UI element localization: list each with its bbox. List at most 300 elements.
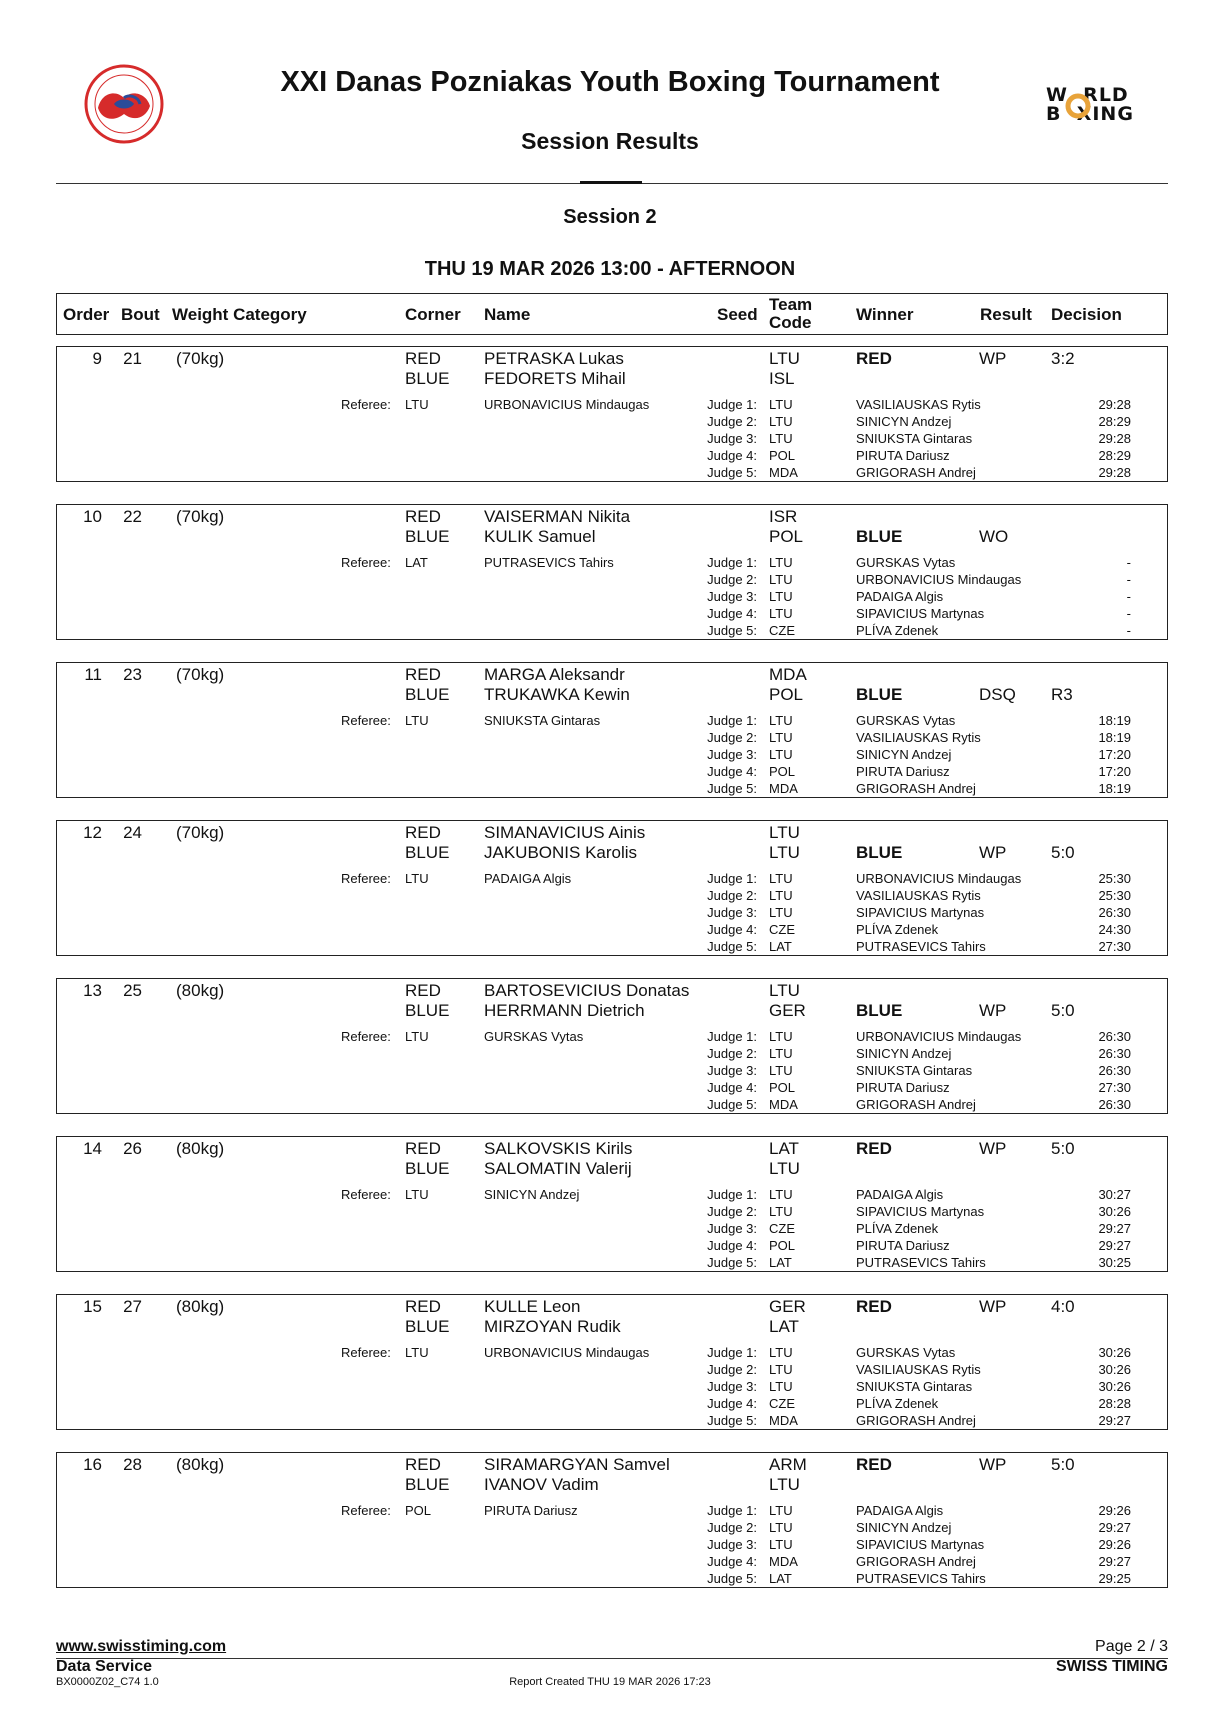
judge-score: 24:30 xyxy=(1098,922,1131,937)
judge-score: 26:30 xyxy=(1098,1046,1131,1061)
judge-score: 17:20 xyxy=(1098,747,1131,762)
judge-name: SIPAVICIUS Martynas xyxy=(856,1204,985,1219)
judge-label: Judge 2: xyxy=(707,1362,757,1377)
judge-label: Judge 1: xyxy=(707,713,757,728)
judge-label: Judge 2: xyxy=(707,1204,757,1219)
corner-red: RED xyxy=(405,1297,441,1316)
corner-blue: BLUE xyxy=(405,369,450,388)
referee-name: URBONAVICIUS Mindaugas xyxy=(484,397,650,412)
referee-label: Referee: xyxy=(341,1187,391,1202)
judge-score: 30:26 xyxy=(1098,1362,1131,1377)
boxer-blue-name: IVANOV Vadim xyxy=(484,1475,599,1494)
judge-score: 29:28 xyxy=(1098,397,1131,412)
col-name: Name xyxy=(484,305,531,324)
judge-name: SINICYN Andzej xyxy=(856,1520,952,1535)
judge-score: 30:26 xyxy=(1098,1345,1131,1360)
col-bout: Bout xyxy=(121,305,160,324)
judge-name: PUTRASEVICS Tahirs xyxy=(856,1571,986,1586)
judge-score: 30:26 xyxy=(1098,1379,1131,1394)
bout-decision: 5:0 xyxy=(1051,1455,1075,1474)
judge-country: LTU xyxy=(769,730,793,745)
judge-country: LTU xyxy=(769,1362,793,1377)
judge-name: GRIGORASH Andrej xyxy=(856,781,976,796)
judge-country: MDA xyxy=(769,781,798,796)
weight-category: (70kg) xyxy=(176,507,225,526)
judge-label: Judge 3: xyxy=(707,589,757,604)
judge-label: Judge 2: xyxy=(707,1046,757,1061)
boxer-blue-name: JAKUBONIS Karolis xyxy=(484,843,638,862)
judge-label: Judge 3: xyxy=(707,1221,757,1236)
boxer-blue-name: FEDORETS Mihail xyxy=(484,369,626,388)
bout-decision: R3 xyxy=(1051,685,1073,704)
judge-country: POL xyxy=(769,764,796,779)
judge-country: LTU xyxy=(769,572,793,587)
judge-name: GRIGORASH Andrej xyxy=(856,1554,976,1569)
judge-label: Judge 3: xyxy=(707,905,757,920)
judge-name: SNIUKSTA Gintaras xyxy=(856,1063,973,1078)
judge-country: LTU xyxy=(769,1063,793,1078)
col-team-code xyxy=(769,296,812,332)
judge-country: LTU xyxy=(769,555,793,570)
judge-name: PUTRASEVICS Tahirs xyxy=(856,1255,986,1270)
judge-score: - xyxy=(1126,589,1131,604)
world-boxing-logo-line1: W RLD xyxy=(1046,84,1129,106)
boxer-blue-team: ISL xyxy=(769,369,795,388)
judge-country: LAT xyxy=(769,1255,792,1270)
bout-order: 14 xyxy=(83,1139,102,1158)
judge-label: Judge 5: xyxy=(707,781,757,796)
judge-label: Judge 5: xyxy=(707,1571,757,1586)
judge-score: 18:19 xyxy=(1098,730,1131,745)
bout-order: 10 xyxy=(83,507,102,526)
boxer-red-name: SALKOVSKIS Kirils xyxy=(484,1139,633,1158)
judge-country: LTU xyxy=(769,397,793,412)
bout-number: 24 xyxy=(123,823,142,842)
weight-category: (70kg) xyxy=(176,823,225,842)
judge-country: LTU xyxy=(769,1345,793,1360)
judge-score: 28:29 xyxy=(1098,414,1131,429)
referee-name: SINICYN Andzej xyxy=(484,1187,580,1202)
weight-category: (70kg) xyxy=(176,665,225,684)
judge-name: PIRUTA Dariusz xyxy=(856,448,950,463)
col-corner: Corner xyxy=(405,305,461,324)
footer-divider xyxy=(56,1658,1168,1659)
judge-label: Judge 4: xyxy=(707,1554,757,1569)
referee-label: Referee: xyxy=(341,713,391,728)
boxer-red-team: ISR xyxy=(769,507,798,526)
col-decision: Decision xyxy=(1051,305,1122,324)
judge-label: Judge 5: xyxy=(707,1097,757,1112)
judge-name: GURSKAS Vytas xyxy=(856,1345,956,1360)
bout-winner: RED xyxy=(856,1139,892,1158)
judge-name: VASILIAUSKAS Rytis xyxy=(856,888,981,903)
bout-block xyxy=(56,1294,1168,1430)
boxer-red-team: MDA xyxy=(769,665,807,684)
bout-block xyxy=(56,978,1168,1114)
weight-category: (80kg) xyxy=(176,1455,225,1474)
judge-name: SNIUKSTA Gintaras xyxy=(856,431,973,446)
judge-label: Judge 3: xyxy=(707,431,757,446)
judge-name: PUTRASEVICS Tahirs xyxy=(856,939,986,954)
judge-label: Judge 2: xyxy=(707,414,757,429)
judge-label: Judge 1: xyxy=(707,1503,757,1518)
judge-label: Judge 1: xyxy=(707,1187,757,1202)
judge-country: MDA xyxy=(769,1413,798,1428)
judge-country: LAT xyxy=(769,939,792,954)
col-weight-category: Weight Category xyxy=(172,305,307,324)
boxer-blue-team: LTU xyxy=(769,1475,800,1494)
corner-red: RED xyxy=(405,665,441,684)
judge-score: - xyxy=(1126,555,1131,570)
corner-red: RED xyxy=(405,1455,441,1474)
judge-label: Judge 1: xyxy=(707,1029,757,1044)
bout-result: WP xyxy=(979,1139,1007,1158)
judge-score: 17:20 xyxy=(1098,764,1131,779)
judge-country: LTU xyxy=(769,1187,793,1202)
corner-blue: BLUE xyxy=(405,1001,450,1020)
boxer-red-name: BARTOSEVICIUS Donatas xyxy=(484,981,690,1000)
footer-report-code: BX0000Z02_C74 1.0 xyxy=(56,1676,159,1688)
corner-red: RED xyxy=(405,1139,441,1158)
judge-country: LTU xyxy=(769,888,793,903)
referee-name: PADAIGA Algis xyxy=(484,871,572,886)
judge-name: PADAIGA Algis xyxy=(856,589,944,604)
referee-name: PIRUTA Dariusz xyxy=(484,1503,578,1518)
corner-blue: BLUE xyxy=(405,527,450,546)
boxer-blue-name: MIRZOYAN Rudik xyxy=(484,1317,621,1336)
judge-name: PIRUTA Dariusz xyxy=(856,1238,950,1253)
bout-winner: BLUE xyxy=(856,685,903,704)
referee-name: GURSKAS Vytas xyxy=(484,1029,584,1044)
judge-score: 25:30 xyxy=(1098,871,1131,886)
referee-name: PUTRASEVICS Tahirs xyxy=(484,555,614,570)
footer-data-service: Data Service xyxy=(56,1658,153,1675)
judge-name: GURSKAS Vytas xyxy=(856,555,956,570)
referee-label: Referee: xyxy=(341,397,391,412)
bout-decision: 4:0 xyxy=(1051,1297,1075,1316)
bout-block xyxy=(56,662,1168,798)
table-header xyxy=(56,293,1168,335)
bout-winner: BLUE xyxy=(856,527,903,546)
judge-score: 26:30 xyxy=(1098,1063,1131,1078)
boxer-blue-team: POL xyxy=(769,685,804,704)
bout-order: 12 xyxy=(83,823,102,842)
judge-name: GRIGORASH Andrej xyxy=(856,1413,976,1428)
judge-score: 29:26 xyxy=(1098,1537,1131,1552)
referee-name: URBONAVICIUS Mindaugas xyxy=(484,1345,650,1360)
footer-brand: SWISS TIMING xyxy=(1056,1658,1168,1675)
boxer-blue-team: GER xyxy=(769,1001,806,1020)
bout-winner: BLUE xyxy=(856,843,903,862)
bout-block xyxy=(56,504,1168,640)
judge-score: 29:27 xyxy=(1098,1520,1131,1535)
referee-country: LAT xyxy=(405,555,428,570)
judge-label: Judge 4: xyxy=(707,1238,757,1253)
boxer-red-name: SIRAMARGYAN Samvel xyxy=(484,1455,670,1474)
judge-score: 25:30 xyxy=(1098,888,1131,903)
boxer-blue-team: POL xyxy=(769,527,804,546)
judge-score: 29:25 xyxy=(1098,1571,1131,1586)
judge-country: POL xyxy=(769,1080,796,1095)
judge-country: LTU xyxy=(769,713,793,728)
judge-name: PLÍVA Zdenek xyxy=(856,623,939,638)
corner-blue: BLUE xyxy=(405,1317,450,1336)
bout-winner: BLUE xyxy=(856,1001,903,1020)
bout-order: 13 xyxy=(83,981,102,1000)
judge-label: Judge 1: xyxy=(707,555,757,570)
judge-score: 29:27 xyxy=(1098,1554,1131,1569)
judge-label: Judge 4: xyxy=(707,1396,757,1411)
judge-score: 28:28 xyxy=(1098,1396,1131,1411)
bout-result: WP xyxy=(979,1297,1007,1316)
judge-label: Judge 4: xyxy=(707,922,757,937)
judge-name: URBONAVICIUS Mindaugas xyxy=(856,1029,1022,1044)
page-title: XXI Danas Pozniakas Youth Boxing Tournament xyxy=(280,66,940,98)
boxer-blue-name: HERRMANN Dietrich xyxy=(484,1001,645,1020)
weight-category: (80kg) xyxy=(176,981,225,1000)
bout-result: WP xyxy=(979,1455,1007,1474)
judge-score: 29:28 xyxy=(1098,431,1131,446)
judge-label: Judge 1: xyxy=(707,1345,757,1360)
judge-name: SINICYN Andzej xyxy=(856,1046,952,1061)
judge-score: 27:30 xyxy=(1098,939,1131,954)
judge-name: GRIGORASH Andrej xyxy=(856,1097,976,1112)
judge-country: MDA xyxy=(769,465,798,480)
boxer-red-name: SIMANAVICIUS Ainis xyxy=(484,823,646,842)
corner-red: RED xyxy=(405,507,441,526)
corner-red: RED xyxy=(405,981,441,1000)
weight-category: (70kg) xyxy=(176,349,225,368)
bout-result: WP xyxy=(979,349,1007,368)
col-result: Result xyxy=(980,305,1032,324)
judge-country: CZE xyxy=(769,1396,795,1411)
referee-country: LTU xyxy=(405,397,429,412)
judge-score: - xyxy=(1126,572,1131,587)
judge-label: Judge 4: xyxy=(707,606,757,621)
bout-number: 21 xyxy=(123,349,142,368)
bout-decision: 5:0 xyxy=(1051,1139,1075,1158)
corner-blue: BLUE xyxy=(405,1475,450,1494)
footer-page-number: Page 2 / 3 xyxy=(1095,1638,1168,1655)
session-datetime: THU 19 MAR 2026 13:00 - AFTERNOON xyxy=(424,258,796,280)
judge-country: CZE xyxy=(769,623,795,638)
judge-country: CZE xyxy=(769,1221,795,1236)
judge-name: GRIGORASH Andrej xyxy=(856,465,976,480)
judge-score: 29:27 xyxy=(1098,1413,1131,1428)
judge-name: SINICYN Andzej xyxy=(856,747,952,762)
referee-country: LTU xyxy=(405,871,429,886)
judge-name: URBONAVICIUS Mindaugas xyxy=(856,871,1022,886)
judge-name: PLÍVA Zdenek xyxy=(856,1396,939,1411)
footer-website-link[interactable]: www.swisstiming.com xyxy=(56,1638,227,1655)
judge-country: LTU xyxy=(769,747,793,762)
judge-score: 18:19 xyxy=(1098,713,1131,728)
bout-result: WO xyxy=(979,527,1009,546)
judge-name: PIRUTA Dariusz xyxy=(856,1080,950,1095)
judge-name: VASILIAUSKAS Rytis xyxy=(856,730,981,745)
boxer-blue-team: LTU xyxy=(769,1159,800,1178)
judge-score: - xyxy=(1126,623,1131,638)
boxer-red-team: LTU xyxy=(769,349,800,368)
bout-winner: RED xyxy=(856,1297,892,1316)
bout-result: DSQ xyxy=(979,685,1016,704)
judge-label: Judge 2: xyxy=(707,572,757,587)
judge-score: 18:19 xyxy=(1098,781,1131,796)
judge-name: SINICYN Andzej xyxy=(856,414,952,429)
col-seed: Seed xyxy=(717,305,758,324)
judge-country: LTU xyxy=(769,1046,793,1061)
judge-name: PIRUTA Dariusz xyxy=(856,764,950,779)
boxer-blue-name: SALOMATIN Valerij xyxy=(484,1159,632,1178)
referee-label: Referee: xyxy=(341,1029,391,1044)
bout-number: 27 xyxy=(123,1297,142,1316)
judge-label: Judge 1: xyxy=(707,871,757,886)
judge-country: LAT xyxy=(769,1571,792,1586)
referee-country: LTU xyxy=(405,1187,429,1202)
world-boxing-logo-line2: B XING xyxy=(1046,103,1134,125)
bout-decision: 5:0 xyxy=(1051,843,1075,862)
bout-result: WP xyxy=(979,1001,1007,1020)
bout-number: 23 xyxy=(123,665,142,684)
judge-label: Judge 2: xyxy=(707,1520,757,1535)
judge-name: SIPAVICIUS Martynas xyxy=(856,1537,985,1552)
referee-label: Referee: xyxy=(341,1503,391,1518)
judge-name: SNIUKSTA Gintaras xyxy=(856,1379,973,1394)
bout-order: 16 xyxy=(83,1455,102,1474)
judge-name: VASILIAUSKAS Rytis xyxy=(856,1362,981,1377)
judge-label: Judge 3: xyxy=(707,747,757,762)
judge-name: GURSKAS Vytas xyxy=(856,713,956,728)
weight-category: (80kg) xyxy=(176,1297,225,1316)
judge-score: 26:30 xyxy=(1098,1029,1131,1044)
boxer-red-team: LTU xyxy=(769,823,800,842)
judge-label: Judge 4: xyxy=(707,448,757,463)
judge-label: Judge 3: xyxy=(707,1537,757,1552)
boxer-blue-team: LTU xyxy=(769,843,800,862)
judge-country: LTU xyxy=(769,606,793,621)
bout-number: 28 xyxy=(123,1455,142,1474)
judge-score: 27:30 xyxy=(1098,1080,1131,1095)
bout-block xyxy=(56,1136,1168,1272)
corner-blue: BLUE xyxy=(405,843,450,862)
federation-logo-text xyxy=(0,0,1,1)
judge-score: 29:28 xyxy=(1098,465,1131,480)
bout-block xyxy=(56,346,1168,482)
judge-country: LTU xyxy=(769,1503,793,1518)
judge-country: LTU xyxy=(769,431,793,446)
boxer-blue-team: LAT xyxy=(769,1317,799,1336)
judge-label: Judge 1: xyxy=(707,397,757,412)
judge-label: Judge 5: xyxy=(707,623,757,638)
judge-score: 30:26 xyxy=(1098,1204,1131,1219)
referee-name: SNIUKSTA Gintaras xyxy=(484,713,601,728)
judge-country: LTU xyxy=(769,871,793,886)
judge-name: SIPAVICIUS Martynas xyxy=(856,606,985,621)
referee-country: POL xyxy=(405,1503,432,1518)
bout-block xyxy=(56,820,1168,956)
header-divider-accent xyxy=(580,181,642,184)
boxer-red-team: LAT xyxy=(769,1139,799,1158)
judge-name: URBONAVICIUS Mindaugas xyxy=(856,572,1022,587)
judge-country: LTU xyxy=(769,1379,793,1394)
judge-label: Judge 5: xyxy=(707,939,757,954)
judge-country: LTU xyxy=(769,1520,793,1535)
judge-name: PADAIGA Algis xyxy=(856,1503,944,1518)
col-order: Order xyxy=(63,305,110,324)
judge-country: LTU xyxy=(769,1537,793,1552)
judge-label: Judge 3: xyxy=(707,1063,757,1078)
judge-name: PLÍVA Zdenek xyxy=(856,922,939,937)
judge-country: MDA xyxy=(769,1554,798,1569)
judge-country: LTU xyxy=(769,589,793,604)
judge-label: Judge 4: xyxy=(707,764,757,779)
bout-result: WP xyxy=(979,843,1007,862)
judge-score: 28:29 xyxy=(1098,448,1131,463)
bout-order: 11 xyxy=(84,665,102,684)
bout-number: 25 xyxy=(123,981,142,1000)
bout-winner: RED xyxy=(856,1455,892,1474)
judge-country: MDA xyxy=(769,1097,798,1112)
boxer-blue-name: TRUKAWKA Kewin xyxy=(484,685,630,704)
session-title: Session 2 xyxy=(563,206,657,228)
bout-number: 22 xyxy=(123,507,142,526)
judge-score: 29:27 xyxy=(1098,1238,1131,1253)
judge-country: LTU xyxy=(769,905,793,920)
footer-report-created: Report Created THU 19 MAR 2026 17:23 xyxy=(509,1676,711,1688)
judge-label: Judge 5: xyxy=(707,1255,757,1270)
weight-category: (80kg) xyxy=(176,1139,225,1158)
judge-score: 29:26 xyxy=(1098,1503,1131,1518)
boxer-red-name: MARGA Aleksandr xyxy=(484,665,625,684)
bout-decision: 5:0 xyxy=(1051,1001,1075,1020)
judge-label: Judge 5: xyxy=(707,1413,757,1428)
judge-country: POL xyxy=(769,1238,796,1253)
referee-country: LTU xyxy=(405,1345,429,1360)
bout-order: 9 xyxy=(92,349,102,368)
judge-label: Judge 5: xyxy=(707,465,757,480)
judge-label: Judge 4: xyxy=(707,1080,757,1095)
boxer-red-team: ARM xyxy=(769,1455,807,1474)
judge-label: Judge 2: xyxy=(707,730,757,745)
bout-winner: RED xyxy=(856,349,892,368)
judge-label: Judge 2: xyxy=(707,888,757,903)
referee-country: LTU xyxy=(405,1029,429,1044)
referee-country: LTU xyxy=(405,713,429,728)
corner-red: RED xyxy=(405,349,441,368)
judge-country: LTU xyxy=(769,414,793,429)
corner-blue: BLUE xyxy=(405,1159,450,1178)
judge-score: 30:27 xyxy=(1098,1187,1131,1202)
bout-number: 26 xyxy=(123,1139,142,1158)
judge-name: PLÍVA Zdenek xyxy=(856,1221,939,1236)
col-team-code-line1: Team xyxy=(769,295,813,314)
judge-name: PADAIGA Algis xyxy=(856,1187,944,1202)
referee-label: Referee: xyxy=(341,555,391,570)
judge-country: CZE xyxy=(769,922,795,937)
judge-name: VASILIAUSKAS Rytis xyxy=(856,397,981,412)
boxer-red-name: PETRASKA Lukas xyxy=(484,349,624,368)
judge-score: 26:30 xyxy=(1098,1097,1131,1112)
judge-score: 29:27 xyxy=(1098,1221,1131,1236)
col-team-code-line2: Code xyxy=(769,313,812,332)
boxer-red-team: LTU xyxy=(769,981,800,1000)
boxer-red-name: KULLE Leon xyxy=(484,1297,581,1316)
referee-label: Referee: xyxy=(341,871,391,886)
judge-label: Judge 3: xyxy=(707,1379,757,1394)
judge-name: SIPAVICIUS Martynas xyxy=(856,905,985,920)
boxer-blue-name: KULIK Samuel xyxy=(484,527,596,546)
col-winner: Winner xyxy=(856,305,914,324)
